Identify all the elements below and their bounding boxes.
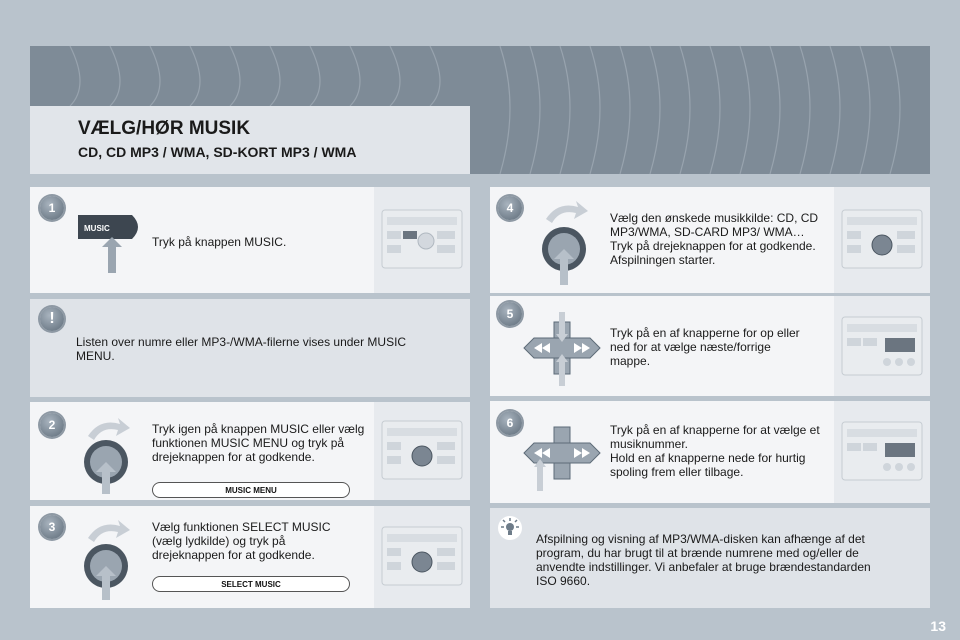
- tip-text: Afspilning og visning af MP3/WMA-disken kan afhænge af det program, du har brugt til at brænde numrene med og/eller de anvendte indstillinger. Vi anbefaler at bruge brændestandarden ISO 9660.: [536, 532, 871, 588]
- step-6-panel: [490, 401, 930, 503]
- step-3-panel: [30, 506, 470, 608]
- radio-panel-icon: [381, 526, 463, 586]
- note-text: Listen over numre eller MP3-/WMA-filerne vises under MUSIC MENU.: [76, 335, 407, 363]
- radio-image-column: [374, 402, 470, 500]
- radio-image-column: [834, 187, 930, 293]
- radio-panel-icon: [841, 421, 923, 481]
- step-5-panel: [490, 296, 930, 396]
- step-6-text: [610, 423, 820, 479]
- step-6-text-line1: Tryk på en af knapperne for at vælge et musiknummer.: [610, 423, 820, 451]
- radio-panel-icon: [841, 209, 923, 269]
- tip-panel: [490, 508, 930, 608]
- radio-image-column: [374, 506, 470, 608]
- title-box: [30, 106, 470, 174]
- select-music-label: SELECT MUSIC: [152, 576, 350, 592]
- rotary-knob-icon: [532, 197, 602, 289]
- step-4-text: Vælg den ønskede musikkilde: CD, CD MP3/WMA, SD-CARD MP3/ WMA… Tryk på drejeknappen for at godkende. Afspilningen starter.: [610, 211, 819, 267]
- step-number-badge: 6: [498, 411, 522, 435]
- step-2-text: Tryk igen på knappen MUSIC eller vælg funktionen MUSIC MENU og tryk på drejeknappen for at godkende.: [152, 422, 365, 464]
- rotary-knob-icon: [74, 414, 144, 498]
- page-title: VÆLG/HØR MUSIK: [78, 118, 251, 139]
- music-menu-label: MUSIC MENU: [152, 482, 350, 498]
- step-number-badge: 4: [498, 196, 522, 220]
- step-1-text: Tryk på knappen MUSIC.: [152, 235, 287, 249]
- step-2-panel: [30, 402, 470, 500]
- step-number-badge: 1: [40, 196, 64, 220]
- radio-panel-icon: [841, 316, 923, 376]
- step-3-text: Vælg funktionen SELECT MUSIC (vælg lydkilde) og tryk på drejeknappen for at godkende.: [152, 520, 331, 562]
- radio-image-column: [374, 187, 470, 293]
- step-number-badge: 5: [498, 302, 522, 326]
- warning-badge: !: [40, 307, 64, 331]
- navigation-pad-icon: [520, 308, 604, 392]
- page-number: 13: [930, 618, 946, 634]
- step-6-text-line2: Hold en af knapperne nede for hurtig spoling frem eller tilbage.: [610, 451, 806, 479]
- radio-panel-icon: [381, 420, 463, 480]
- music-button-label: MUSIC: [84, 224, 110, 233]
- rotary-knob-icon: [74, 516, 144, 604]
- step-number-badge: 3: [40, 515, 64, 539]
- radio-image-column: [834, 296, 930, 396]
- navigation-pad-icon: [520, 413, 604, 497]
- step-1-panel: [30, 187, 470, 293]
- radio-panel-icon: [381, 209, 463, 269]
- lightbulb-icon: [497, 515, 523, 541]
- radio-image-column: [834, 401, 930, 503]
- page-subtitle: CD, CD MP3 / WMA, SD-KORT MP3 / WMA: [78, 144, 357, 160]
- step-5-text: Tryk på en af knapperne for op eller ned for at vælge næste/forrige mappe.: [610, 326, 800, 368]
- step-number-badge: 2: [40, 413, 64, 437]
- music-button-icon: [72, 207, 142, 277]
- note-panel: [30, 299, 470, 397]
- step-4-panel: [490, 187, 930, 293]
